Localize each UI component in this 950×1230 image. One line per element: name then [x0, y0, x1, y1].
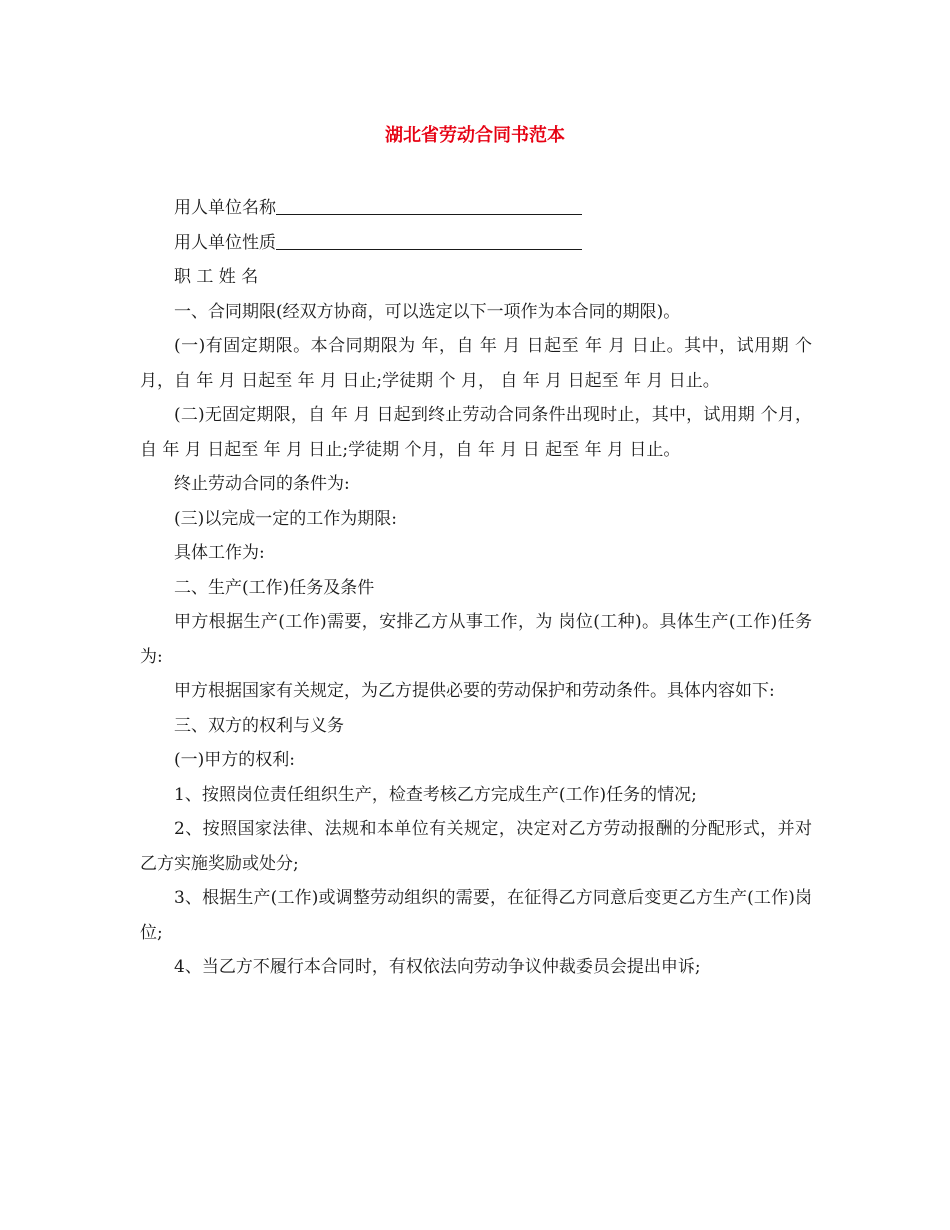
paragraph: 二、生产(工作)任务及条件	[174, 577, 375, 598]
paragraph: (二)无固定期限，自 年 月 日起到终止劳动合同条件出现时止，其中，试用期 个月，自 年 月 日起至 年 月 日止;学徒期 个月，自 年 月 日 起至 年 月 日止。	[140, 405, 812, 460]
paragraph: 甲方根据国家有关规定，为乙方提供必要的劳动保护和劳动条件。具体内容如下:	[174, 681, 775, 701]
paragraph: (一)有固定期限。本合同期限为 年，自 年 月 日起至 年 月 日止。其中，试用期 个月，自 年 月 日起至 年 月 日止;学徒期 个 月， 自 年 月 日起至 年 月 日止。	[140, 336, 812, 391]
paragraph: 一、合同期限(经双方协商，可以选定以下一项作为本合同的期限)。	[174, 301, 681, 322]
paragraph: 1、按照岗位责任组织生产，检查考核乙方完成生产(工作)任务的情况;	[174, 784, 697, 805]
employee-name-field	[140, 260, 812, 295]
paragraph: (三)以完成一定的工作为期限:	[174, 508, 397, 529]
employer-name-label: 用人单位名称	[174, 198, 276, 218]
paragraph: 具体工作为:	[174, 543, 265, 563]
employer-name-blank	[276, 213, 582, 215]
paragraph: 2、按照国家法律、法规和本单位有关规定，决定对乙方劳动报酬的分配形式，并对乙方实施奖励或处分;	[140, 819, 812, 874]
paragraph: 甲方根据生产(工作)需要，安排乙方从事工作，为 岗位(工种)。具体生产(工作)任务为:	[140, 612, 812, 667]
paragraph: 终止劳动合同的条件为:	[174, 474, 350, 494]
employer-type-label: 用人单位性质	[174, 232, 276, 253]
paragraph: 3、根据生产(工作)或调整劳动组织的需要，在征得乙方同意后变更乙方生产(工作)岗位;	[140, 888, 812, 943]
paragraph: 三、双方的权利与义务	[174, 715, 344, 736]
employer-type-field	[140, 226, 812, 261]
document-body	[140, 191, 812, 985]
employee-name-label: 职 工 姓 名	[174, 267, 259, 287]
document-title: 湖北省劳动合同书范本	[385, 125, 565, 146]
employer-name-field	[140, 191, 812, 226]
paragraph: (一)甲方的权利:	[174, 750, 295, 770]
employer-type-blank	[276, 248, 582, 250]
paragraph: 4、当乙方不履行本合同时，有权依法向劳动争议仲裁委员会提出申诉;	[174, 957, 701, 977]
